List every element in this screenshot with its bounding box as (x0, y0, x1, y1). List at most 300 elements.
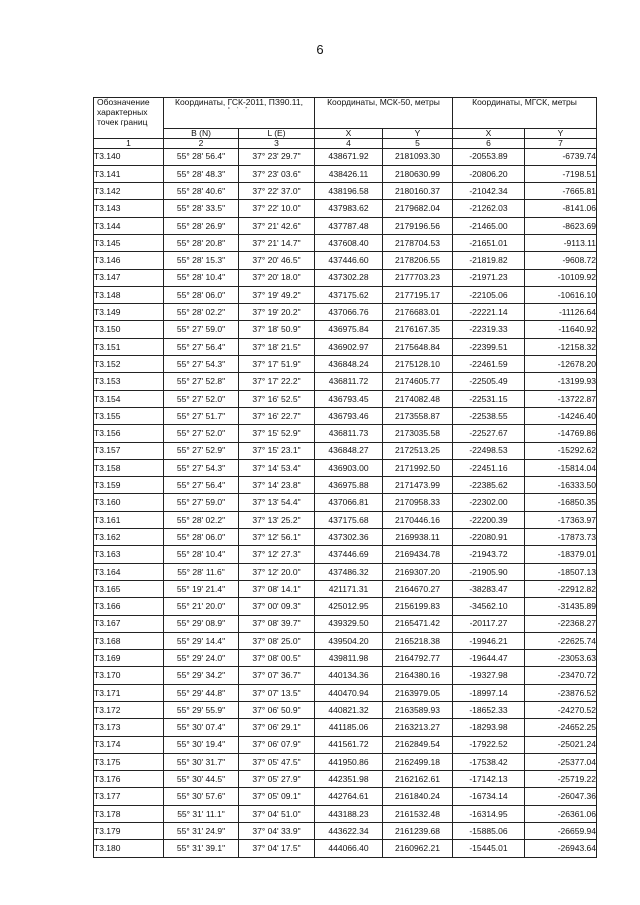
mgsk-x-cell: -22527.67 (453, 425, 525, 442)
mgsk-y-cell: -7665.81 (525, 183, 597, 200)
point-id-cell: Т3.159 (94, 477, 164, 494)
msk-x-cell: 436793.46 (315, 407, 383, 424)
msk-y-cell: 2165218.38 (383, 632, 453, 649)
point-id-cell: Т3.144 (94, 217, 164, 234)
point-id-cell: Т3.172 (94, 702, 164, 719)
msk-y-cell: 2169434.78 (383, 546, 453, 563)
longitude-cell: 37° 04' 33.9" (239, 823, 315, 840)
latitude-cell: 55° 29' 24.0" (164, 650, 239, 667)
mgsk-x-cell: -19644.47 (453, 650, 525, 667)
msk-x-cell: 442351.98 (315, 771, 383, 788)
msk-y-cell: 2162499.18 (383, 753, 453, 770)
point-id-cell: Т3.141 (94, 165, 164, 182)
mgsk-y-cell: -26943.64 (525, 840, 597, 857)
header-sub-l: L (E) (239, 129, 315, 139)
latitude-cell: 55° 28' 40.6" (164, 183, 239, 200)
table-row (94, 442, 597, 459)
mgsk-y-cell: -23876.52 (525, 684, 597, 701)
mgsk-x-cell: -21651.01 (453, 234, 525, 251)
point-id-cell: Т3.162 (94, 529, 164, 546)
header-num-5: 5 (383, 139, 453, 149)
mgsk-x-cell: -17142.13 (453, 771, 525, 788)
msk-x-cell: 436811.73 (315, 425, 383, 442)
msk-y-cell: 2171473.99 (383, 477, 453, 494)
latitude-cell: 55° 28' 10.4" (164, 546, 239, 563)
longitude-cell: 37° 05' 47.5" (239, 753, 315, 770)
latitude-cell: 55° 27' 54.3" (164, 356, 239, 373)
msk-x-cell: 436903.00 (315, 459, 383, 476)
latitude-cell: 55° 31' 39.1" (164, 840, 239, 857)
table-row (94, 580, 597, 597)
point-id-cell: Т3.167 (94, 615, 164, 632)
longitude-cell: 37° 08' 00.5" (239, 650, 315, 667)
table-row (94, 788, 597, 805)
msk-y-cell: 2177703.23 (383, 269, 453, 286)
point-id-cell: Т3.147 (94, 269, 164, 286)
mgsk-x-cell: -22505.49 (453, 373, 525, 390)
msk-x-cell: 436902.97 (315, 338, 383, 355)
longitude-cell: 37° 22' 37.0" (239, 183, 315, 200)
mgsk-y-cell: -8623.69 (525, 217, 597, 234)
mgsk-y-cell: -9608.72 (525, 252, 597, 269)
mgsk-y-cell: -22625.74 (525, 632, 597, 649)
msk-y-cell: 2177195.17 (383, 286, 453, 303)
msk-x-cell: 436975.84 (315, 321, 383, 338)
msk-y-cell: 2169938.11 (383, 529, 453, 546)
msk-x-cell: 440470.94 (315, 684, 383, 701)
latitude-cell: 55° 19' 21.4" (164, 580, 239, 597)
longitude-cell: 37° 13' 25.2" (239, 511, 315, 528)
latitude-cell: 55° 28' 48.3" (164, 165, 239, 182)
header-sub-mgsk-x: X (453, 129, 525, 139)
latitude-cell: 55° 29' 44.8" (164, 684, 239, 701)
longitude-cell: 37° 22' 10.0" (239, 200, 315, 217)
msk-y-cell: 2172513.25 (383, 442, 453, 459)
msk-x-cell: 437787.48 (315, 217, 383, 234)
msk-y-cell: 2174605.77 (383, 373, 453, 390)
msk-y-cell: 2156199.83 (383, 598, 453, 615)
msk-x-cell: 437175.62 (315, 286, 383, 303)
point-id-cell: Т3.146 (94, 252, 164, 269)
point-id-cell: Т3.175 (94, 753, 164, 770)
table-row (94, 425, 597, 442)
mgsk-x-cell: -22399.51 (453, 338, 525, 355)
mgsk-y-cell: -25021.24 (525, 736, 597, 753)
mgsk-x-cell: -22451.16 (453, 459, 525, 476)
longitude-cell: 37° 07' 36.7" (239, 667, 315, 684)
table-row (94, 736, 597, 753)
latitude-cell: 55° 28' 06.0" (164, 286, 239, 303)
header-num-6: 6 (453, 139, 525, 149)
longitude-cell: 37° 04' 17.5" (239, 840, 315, 857)
mgsk-y-cell: -14246.40 (525, 407, 597, 424)
table-row (94, 183, 597, 200)
mgsk-y-cell: -12678.20 (525, 356, 597, 373)
mgsk-y-cell: -10616.10 (525, 286, 597, 303)
table-row (94, 667, 597, 684)
point-id-cell: Т3.176 (94, 771, 164, 788)
longitude-cell: 37° 12' 27.3" (239, 546, 315, 563)
mgsk-y-cell: -24652.25 (525, 719, 597, 736)
msk-x-cell: 436793.45 (315, 390, 383, 407)
mgsk-x-cell: -22461.59 (453, 356, 525, 373)
mgsk-x-cell: -17538.42 (453, 753, 525, 770)
table-row (94, 234, 597, 251)
mgsk-y-cell: -23053.63 (525, 650, 597, 667)
table-row (94, 304, 597, 321)
mgsk-y-cell: -17873.73 (525, 529, 597, 546)
table-row (94, 615, 597, 632)
point-id-cell: Т3.170 (94, 667, 164, 684)
msk-y-cell: 2170958.33 (383, 494, 453, 511)
point-id-cell: Т3.154 (94, 390, 164, 407)
msk-y-cell: 2173558.87 (383, 407, 453, 424)
point-id-cell: Т3.171 (94, 684, 164, 701)
mgsk-x-cell: -22302.00 (453, 494, 525, 511)
latitude-cell: 55° 27' 59.0" (164, 494, 239, 511)
longitude-cell: 37° 23' 03.6" (239, 165, 315, 182)
point-id-cell: Т3.173 (94, 719, 164, 736)
latitude-cell: 55° 27' 54.3" (164, 459, 239, 476)
msk-x-cell: 440134.36 (315, 667, 383, 684)
msk-y-cell: 2163213.27 (383, 719, 453, 736)
mgsk-x-cell: -18997.14 (453, 684, 525, 701)
mgsk-y-cell: -9113.11 (525, 234, 597, 251)
longitude-cell: 37° 19' 49.2" (239, 286, 315, 303)
longitude-cell: 37° 17' 51.9" (239, 356, 315, 373)
header-mgsk-group: Координаты, МГСК, метры (453, 98, 597, 129)
latitude-cell: 55° 29' 08.9" (164, 615, 239, 632)
table-row (94, 805, 597, 822)
msk-y-cell: 2180630.99 (383, 165, 453, 182)
table-row (94, 477, 597, 494)
point-id-cell: Т3.149 (94, 304, 164, 321)
longitude-cell: 37° 04' 51.0" (239, 805, 315, 822)
table-row (94, 511, 597, 528)
table-row (94, 719, 597, 736)
latitude-cell: 55° 30' 19.4" (164, 736, 239, 753)
msk-x-cell: 437608.40 (315, 234, 383, 251)
msk-y-cell: 2169307.20 (383, 563, 453, 580)
point-id-cell: Т3.155 (94, 407, 164, 424)
mgsk-y-cell: -22368.27 (525, 615, 597, 632)
longitude-cell: 37° 15' 52.9" (239, 425, 315, 442)
mgsk-x-cell: -19327.98 (453, 667, 525, 684)
latitude-cell: 55° 30' 07.4" (164, 719, 239, 736)
table-row (94, 459, 597, 476)
longitude-cell: 37° 08' 14.1" (239, 580, 315, 597)
point-id-cell: Т3.156 (94, 425, 164, 442)
latitude-cell: 55° 28' 11.6" (164, 563, 239, 580)
msk-x-cell: 421171.31 (315, 580, 383, 597)
msk-y-cell: 2162162.61 (383, 771, 453, 788)
point-id-cell: Т3.169 (94, 650, 164, 667)
msk-x-cell: 437446.69 (315, 546, 383, 563)
mgsk-y-cell: -10109.92 (525, 269, 597, 286)
msk-x-cell: 437983.62 (315, 200, 383, 217)
longitude-cell: 37° 17' 22.2" (239, 373, 315, 390)
latitude-cell: 55° 28' 33.5" (164, 200, 239, 217)
mgsk-y-cell: -11640.92 (525, 321, 597, 338)
msk-y-cell: 2176167.35 (383, 321, 453, 338)
longitude-cell: 37° 18' 21.5" (239, 338, 315, 355)
mgsk-x-cell: -15885.06 (453, 823, 525, 840)
mgsk-y-cell: -6739.74 (525, 148, 597, 165)
page-number: 6 (316, 42, 324, 57)
msk-y-cell: 2163589.93 (383, 702, 453, 719)
msk-y-cell: 2165471.42 (383, 615, 453, 632)
header-num-1: 1 (94, 139, 164, 149)
mgsk-x-cell: -22498.53 (453, 442, 525, 459)
msk-x-cell: 438196.58 (315, 183, 383, 200)
table-row (94, 217, 597, 234)
mgsk-x-cell: -34562.10 (453, 598, 525, 615)
mgsk-y-cell: -26361.06 (525, 805, 597, 822)
mgsk-y-cell: -22912.82 (525, 580, 597, 597)
point-id-cell: Т3.160 (94, 494, 164, 511)
point-id-cell: Т3.150 (94, 321, 164, 338)
mgsk-x-cell: -21943.72 (453, 546, 525, 563)
point-id-cell: Т3.153 (94, 373, 164, 390)
msk-y-cell: 2170446.16 (383, 511, 453, 528)
table-row (94, 529, 597, 546)
msk-y-cell: 2164792.77 (383, 650, 453, 667)
msk-x-cell: 441185.06 (315, 719, 383, 736)
longitude-cell: 37° 08' 25.0" (239, 632, 315, 649)
msk-x-cell: 436848.27 (315, 442, 383, 459)
point-id-cell: Т3.174 (94, 736, 164, 753)
mgsk-y-cell: -13199.93 (525, 373, 597, 390)
table-row (94, 252, 597, 269)
mgsk-y-cell: -18507.13 (525, 563, 597, 580)
header-num-4: 4 (315, 139, 383, 149)
msk-x-cell: 436848.24 (315, 356, 383, 373)
header-point-designation: Обозначение характерных точек границ (94, 98, 164, 139)
msk-x-cell: 436975.88 (315, 477, 383, 494)
coordinates-table-body (94, 148, 597, 857)
mgsk-y-cell: -12158.32 (525, 338, 597, 355)
msk-y-cell: 2162849.54 (383, 736, 453, 753)
latitude-cell: 55° 31' 24.9" (164, 823, 239, 840)
msk-y-cell: 2161239.68 (383, 823, 453, 840)
msk-x-cell: 442764.61 (315, 788, 383, 805)
longitude-cell: 37° 06' 07.9" (239, 736, 315, 753)
table-row (94, 684, 597, 701)
mgsk-x-cell: -21262.03 (453, 200, 525, 217)
mgsk-y-cell: -18379.01 (525, 546, 597, 563)
longitude-cell: 37° 19' 20.2" (239, 304, 315, 321)
msk-y-cell: 2173035.58 (383, 425, 453, 442)
msk-x-cell: 443188.23 (315, 805, 383, 822)
longitude-cell: 37° 20' 18.0" (239, 269, 315, 286)
mgsk-y-cell: -16850.35 (525, 494, 597, 511)
point-id-cell: Т3.161 (94, 511, 164, 528)
table-row (94, 165, 597, 182)
mgsk-y-cell: -25719.22 (525, 771, 597, 788)
mgsk-x-cell: -16734.14 (453, 788, 525, 805)
longitude-cell: 37° 00' 09.3" (239, 598, 315, 615)
latitude-cell: 55° 29' 14.4" (164, 632, 239, 649)
table-row (94, 650, 597, 667)
msk-x-cell: 439504.20 (315, 632, 383, 649)
mgsk-y-cell: -7198.51 (525, 165, 597, 182)
longitude-cell: 37° 23' 29.7" (239, 148, 315, 165)
longitude-cell: 37° 21' 14.7" (239, 234, 315, 251)
table-row (94, 494, 597, 511)
msk-y-cell: 2160962.21 (383, 840, 453, 857)
latitude-cell: 55° 28' 20.8" (164, 234, 239, 251)
longitude-cell: 37° 07' 13.5" (239, 684, 315, 701)
msk-x-cell: 437446.60 (315, 252, 383, 269)
mgsk-y-cell: -15814.04 (525, 459, 597, 476)
table-row (94, 632, 597, 649)
msk-x-cell: 438426.11 (315, 165, 383, 182)
latitude-cell: 55° 21' 20.0" (164, 598, 239, 615)
header-num-7: 7 (525, 139, 597, 149)
mgsk-x-cell: -21819.82 (453, 252, 525, 269)
msk-y-cell: 2179682.04 (383, 200, 453, 217)
mgsk-x-cell: -22221.14 (453, 304, 525, 321)
mgsk-y-cell: -25377.04 (525, 753, 597, 770)
msk-y-cell: 2163979.05 (383, 684, 453, 701)
point-id-cell: Т3.158 (94, 459, 164, 476)
point-id-cell: Т3.164 (94, 563, 164, 580)
mgsk-x-cell: -19946.21 (453, 632, 525, 649)
msk-x-cell: 425012.95 (315, 598, 383, 615)
longitude-cell: 37° 21' 42.6" (239, 217, 315, 234)
table-row (94, 321, 597, 338)
mgsk-x-cell: -18293.98 (453, 719, 525, 736)
mgsk-y-cell: -24270.52 (525, 702, 597, 719)
mgsk-y-cell: -13722.87 (525, 390, 597, 407)
mgsk-x-cell: -22105.06 (453, 286, 525, 303)
longitude-cell: 37° 12' 56.1" (239, 529, 315, 546)
mgsk-y-cell: -8141.06 (525, 200, 597, 217)
msk-x-cell: 438671.92 (315, 148, 383, 165)
msk-y-cell: 2171992.50 (383, 459, 453, 476)
point-id-cell: Т3.143 (94, 200, 164, 217)
msk-x-cell: 437486.32 (315, 563, 383, 580)
latitude-cell: 55° 30' 57.6" (164, 788, 239, 805)
latitude-cell: 55° 28' 26.9" (164, 217, 239, 234)
msk-y-cell: 2161532.48 (383, 805, 453, 822)
table-row (94, 148, 597, 165)
longitude-cell: 37° 05' 27.9" (239, 771, 315, 788)
mgsk-y-cell: -15292.62 (525, 442, 597, 459)
table-row (94, 373, 597, 390)
msk-x-cell: 439811.98 (315, 650, 383, 667)
latitude-cell: 55° 30' 44.5" (164, 771, 239, 788)
msk-x-cell: 441561.72 (315, 736, 383, 753)
point-id-cell: Т3.178 (94, 805, 164, 822)
table-row (94, 598, 597, 615)
latitude-cell: 55° 27' 52.0" (164, 425, 239, 442)
msk-y-cell: 2176683.01 (383, 304, 453, 321)
msk-x-cell: 441950.86 (315, 753, 383, 770)
mgsk-x-cell: -20553.89 (453, 148, 525, 165)
table-row (94, 356, 597, 373)
coordinates-table (93, 97, 597, 858)
header-sub-msk-x: X (315, 129, 383, 139)
msk-y-cell: 2180160.37 (383, 183, 453, 200)
msk-x-cell: 437175.68 (315, 511, 383, 528)
msk-x-cell: 436811.72 (315, 373, 383, 390)
mgsk-x-cell: -21465.00 (453, 217, 525, 234)
longitude-cell: 37° 06' 50.9" (239, 702, 315, 719)
mgsk-x-cell: -16314.95 (453, 805, 525, 822)
table-row (94, 269, 597, 286)
latitude-cell: 55° 28' 15.3" (164, 252, 239, 269)
point-id-cell: Т3.142 (94, 183, 164, 200)
mgsk-x-cell: -15445.01 (453, 840, 525, 857)
table-row (94, 840, 597, 857)
point-id-cell: Т3.140 (94, 148, 164, 165)
latitude-cell: 55° 27' 56.4" (164, 477, 239, 494)
mgsk-x-cell: -22531.15 (453, 390, 525, 407)
mgsk-y-cell: -17363.97 (525, 511, 597, 528)
table-row (94, 200, 597, 217)
mgsk-y-cell: -23470.72 (525, 667, 597, 684)
mgsk-y-cell: -14769.86 (525, 425, 597, 442)
msk-x-cell: 437066.81 (315, 494, 383, 511)
header-num-3: 3 (239, 139, 315, 149)
msk-y-cell: 2181093.30 (383, 148, 453, 165)
header-sub-msk-y: Y (383, 129, 453, 139)
msk-x-cell: 437066.76 (315, 304, 383, 321)
mgsk-x-cell: -21905.90 (453, 563, 525, 580)
header-gsk-group (164, 98, 315, 129)
mgsk-y-cell: -11126.64 (525, 304, 597, 321)
msk-y-cell: 2178704.53 (383, 234, 453, 251)
table-row (94, 390, 597, 407)
header-msk-group: Координаты, МСК-50, метры (315, 98, 453, 129)
point-id-cell: Т3.163 (94, 546, 164, 563)
table-row (94, 823, 597, 840)
latitude-cell: 55° 28' 02.2" (164, 304, 239, 321)
mgsk-x-cell: -21971.23 (453, 269, 525, 286)
msk-x-cell: 437302.28 (315, 269, 383, 286)
mgsk-x-cell: -17922.52 (453, 736, 525, 753)
latitude-cell: 55° 27' 56.4" (164, 338, 239, 355)
mgsk-x-cell: -20806.20 (453, 165, 525, 182)
msk-x-cell: 443622.34 (315, 823, 383, 840)
longitude-cell: 37° 14' 23.8" (239, 477, 315, 494)
table-row (94, 702, 597, 719)
latitude-cell: 55° 29' 34.2" (164, 667, 239, 684)
table-row (94, 753, 597, 770)
msk-x-cell: 440821.32 (315, 702, 383, 719)
point-id-cell: Т3.165 (94, 580, 164, 597)
mgsk-y-cell: -26659.94 (525, 823, 597, 840)
longitude-cell: 37° 15' 23.1" (239, 442, 315, 459)
longitude-cell: 37° 14' 53.4" (239, 459, 315, 476)
mgsk-y-cell: -16333.50 (525, 477, 597, 494)
msk-y-cell: 2178206.55 (383, 252, 453, 269)
longitude-cell: 37° 05' 09.1" (239, 788, 315, 805)
latitude-cell: 55° 27' 59.0" (164, 321, 239, 338)
msk-y-cell: 2175648.84 (383, 338, 453, 355)
mgsk-x-cell: -22080.91 (453, 529, 525, 546)
longitude-cell: 37° 06' 29.1" (239, 719, 315, 736)
header-sub-mgsk-y: Y (525, 129, 597, 139)
point-id-cell: Т3.177 (94, 788, 164, 805)
longitude-cell: 37° 18' 50.9" (239, 321, 315, 338)
latitude-cell: 55° 27' 51.7" (164, 407, 239, 424)
longitude-cell: 37° 08' 39.7" (239, 615, 315, 632)
longitude-cell: 37° 20' 46.5" (239, 252, 315, 269)
latitude-cell: 55° 27' 52.9" (164, 442, 239, 459)
header-gsk-title: Координаты, ГСК-2011, ПЗ90.11, (175, 97, 303, 107)
